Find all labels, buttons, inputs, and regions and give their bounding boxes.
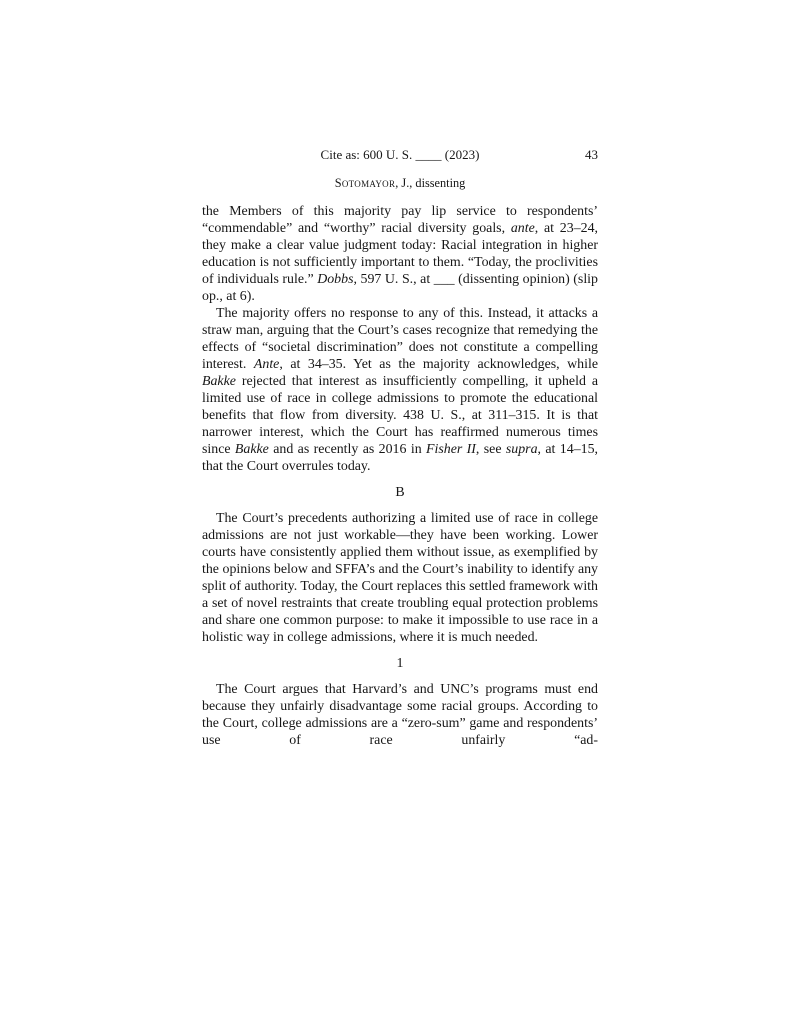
italic-text-run: Dobbs <box>317 272 354 287</box>
page-content <box>202 147 598 749</box>
text-run: , see <box>475 442 506 457</box>
body-paragraph-4 <box>202 681 598 749</box>
italic-text-run: Bakke <box>234 442 269 457</box>
cite-line: Cite as: 600 U. S. ____ (2023) <box>320 147 480 162</box>
italic-text-run: ante <box>510 221 535 236</box>
text-run: , at 23–24, they make a clear value judgment today: Racial integration in higher education is not sufficiently important to them. “Today, the proclivities of individuals rule.” <box>202 221 598 287</box>
italic-text-run: Bakke <box>202 374 236 389</box>
section-heading-b: B <box>395 485 405 500</box>
text-run: rejected that interest as insufficiently compelling, it upheld a limited use of race in college admissions to promote the educational benefits that flow from diversity. 438 U. S., at 311–315. It is that narrower interest, which the Court has reaffirmed numerous times since <box>202 374 598 457</box>
body-paragraph-1 <box>202 203 598 305</box>
opinion-author-line <box>202 176 598 190</box>
author-name: Sotomayor <box>334 176 396 190</box>
text-run: The Court’s precedents authorizing a limited use of race in college admissions are not just workable—they have been working. Lower courts have consistently applied them without issue, as exemplified by the opinions below and SFFA’s and the Court’s inability to identify any split of authority. Today, the Court replaces this settled framework with a set of novel restraints that create troubling equal protection problems and share one common purpose: to make it impossible to use race in a holistic way in college admissions, where it is much needed. <box>202 511 598 645</box>
page-number: 43 <box>585 147 598 162</box>
text-run: , 597 U. S., at ___ (dissenting opinion) (slip op., at 6). <box>202 272 598 304</box>
text-run: , at 34–35. Yet as the majority acknowledges, while <box>279 357 598 372</box>
text-run: the Members of this majority pay lip service to respondents’ “commendable” and “worthy” racial diversity goals, <box>202 204 598 236</box>
text-run: The Court argues that Harvard’s and UNC’s programs must end because they unfairly disadvantage some racial groups. According to the Court, college admissions are a “zero-sum” game and respondents’ use of race unfairly “ad- <box>202 682 598 748</box>
text-run: and as recently as 2016 in <box>268 442 427 457</box>
text-run: , at 14–15, that the Court overrules today. <box>202 442 598 474</box>
italic-text-run: supra <box>505 442 538 457</box>
text-run: The majority offers no response to any of this. Instead, it attacks a straw man, arguing that the Court’s cases recognize that remedying the effects of “societal discrimination” does not constitute a compelling interest. <box>202 306 598 372</box>
body-paragraph-2 <box>202 305 598 475</box>
section-heading-1: 1 <box>396 656 404 671</box>
italic-text-run: Ante <box>253 357 280 372</box>
body-paragraph-3 <box>202 510 598 646</box>
italic-text-run: Fisher II <box>426 442 476 457</box>
running-head <box>202 147 598 162</box>
author-suffix: , J., dissenting <box>395 176 466 190</box>
opinion-body <box>202 203 598 749</box>
